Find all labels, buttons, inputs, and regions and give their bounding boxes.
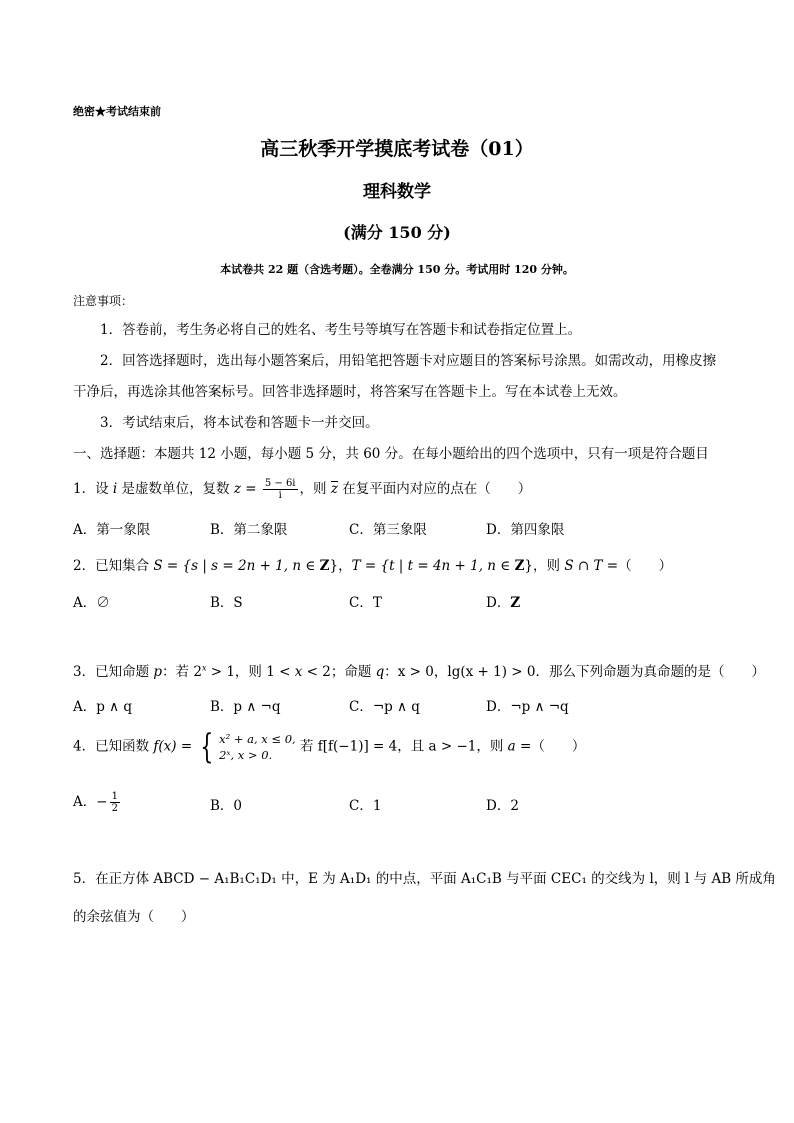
q2-set-t: T = {t | t = 4n + 1, n ∈ (351, 558, 515, 574)
notice-item-3 (73, 408, 723, 439)
q1-fraction (263, 478, 298, 501)
q1-eq: = (240, 481, 261, 497)
notice-item-1 (73, 315, 723, 346)
q1-prefix: 1．设 (73, 481, 113, 497)
q4-option-a-numerator: 1 (111, 791, 118, 802)
q3-q: q (375, 664, 385, 680)
q2-set-s: S = {s | s = 2n + 1, n ∈ (153, 558, 320, 574)
q2-integers-symbol-2: Z (514, 558, 525, 574)
q1-option-b: B．第二象限 (210, 522, 288, 538)
section-1-heading: 一、选择题：本题共 12 小题，每小题 5 分，共 60 分。在每小题给出的四个选项中，只有一项是符合题目 (73, 446, 709, 462)
q3-text1: ：若 2 (162, 664, 202, 680)
q2-option-d-z: Z (510, 595, 521, 611)
q3-prefix: 3．已知命题 (73, 664, 154, 680)
subject-title: 理科数学 (363, 182, 431, 202)
q2-option-b: B．S (210, 595, 243, 611)
q2-comma: ， (338, 558, 352, 574)
question-1 (73, 477, 531, 501)
q2-suffix: =（ ） (602, 558, 673, 574)
q3-p: p (153, 664, 163, 680)
q2-expression: S ∩ T (564, 558, 603, 574)
q1-mid2: ，则 (299, 481, 331, 497)
q3-option-c: C．¬p ∧ q (349, 699, 420, 715)
q4-option-b: B．0 (210, 798, 243, 814)
q4-cases (219, 731, 296, 763)
q4-a: a (507, 738, 516, 755)
notice-item-2-text: 2．回答选择题时，选出每小题答案后，用铅笔把答题卡对应题目的答案标号涂黑。如需改动，用橡皮擦干净后，再选涂其他答案标号。回答非选择题时，将答案写在答题卡上。写在本试卷上无效。 (73, 353, 717, 400)
q1-fraction-numerator: 5 − 6i (264, 478, 296, 489)
q2-prefix: 2．已知集合 (73, 558, 154, 574)
notice-item-2 (73, 346, 723, 408)
q4-prefix: 4．已知函数 (73, 738, 154, 755)
q4-option-a-prefix: A．− (73, 794, 108, 810)
q4-case-1: x² + a, x ≤ 0, (219, 732, 296, 746)
q4-option-a-denominator: 2 (111, 803, 118, 814)
q3-option-b: B．p ∧ ¬q (210, 699, 281, 715)
q3-text2: > 1，则 1 < (206, 664, 295, 680)
notice-item-1-text: 1．答卷前，考生务必将自己的姓名、考生号等填写在答题卡和试卷指定位置上。 (100, 322, 582, 338)
q3-option-d: D．¬p ∧ ¬q (486, 699, 569, 715)
exam-info: 本试卷共 22 题（含选考题）。全卷满分 150 分。考试用时 120 分钟。 (220, 263, 574, 276)
q4-option-d: D．2 (486, 798, 519, 814)
q2-set-t-end: } (524, 558, 534, 574)
q1-suffix: 在复平面内对应的点在（ ） (337, 481, 532, 497)
notice-heading: 注意事项： (73, 294, 134, 308)
q4-option-a-fraction (110, 791, 120, 814)
question-4 (73, 727, 586, 767)
q3-x: x (294, 664, 303, 680)
exam-title: 高三秋季开学摸底考试卷（01） (260, 138, 534, 160)
q3-x-exponent: x (201, 663, 207, 673)
q2-option-d (486, 591, 520, 611)
q4-option-a (73, 790, 122, 814)
question-2 (73, 554, 672, 574)
score-note: (满分 150 分) (343, 223, 451, 242)
q1-option-a: A．第一象限 (73, 522, 151, 538)
q4-brace: { (200, 727, 214, 767)
q1-fraction-denominator: i (278, 490, 282, 501)
notice-item-3-text: 3．考试结束后，将本试卷和答题卡一并交回。 (100, 415, 379, 431)
q3-text4: ：x > 0，lg(x + 1) > 0．那么下列命题为真命题的是（ ） (384, 664, 765, 680)
q4-option-c: C．1 (349, 798, 382, 814)
q4-piecewise (196, 727, 296, 767)
question-5-line-1: 5．在正方体 ABCD − A₁B₁C₁D₁ 中，E 为 A₁D₁ 的中点，平面 A₁C₁B 与平面 CEC₁ 的交线为 l，则 l 与 AB 所成角 (73, 871, 776, 887)
q2-set-s-end: } (329, 558, 339, 574)
q1-option-d: D．第四象限 (486, 522, 565, 538)
q4-function: f(x) = (153, 738, 197, 755)
question-5-line-2: 的余弦值为（ ） (73, 909, 195, 925)
q1-mid: 是虚数单位，复数 (117, 481, 234, 497)
q4-case-2: 2ˣ, x > 0. (219, 748, 273, 762)
q4-text2: =（ ） (515, 738, 586, 755)
q2-option-c: C．T (349, 595, 382, 611)
q1-option-c: C．第三象限 (349, 522, 427, 538)
q2-integers-symbol-1: Z (319, 558, 330, 574)
q4-text1: 若 f[f(−1)] = 4，且 a > −1，则 (295, 738, 508, 755)
q3-text3: < 2；命题 (302, 664, 376, 680)
question-3 (73, 660, 765, 680)
confidential-label: 绝密★考试结束前 (73, 105, 161, 118)
q2-option-d-label: D． (486, 595, 511, 611)
q1-var: z (233, 481, 241, 497)
q1-unit: i (112, 481, 118, 497)
q2-suffix-pre: ，则 (533, 558, 565, 574)
q2-option-a: A．∅ (73, 595, 110, 611)
q3-option-a: A．p ∧ q (73, 699, 132, 715)
q1-conjugate: z (330, 481, 338, 497)
